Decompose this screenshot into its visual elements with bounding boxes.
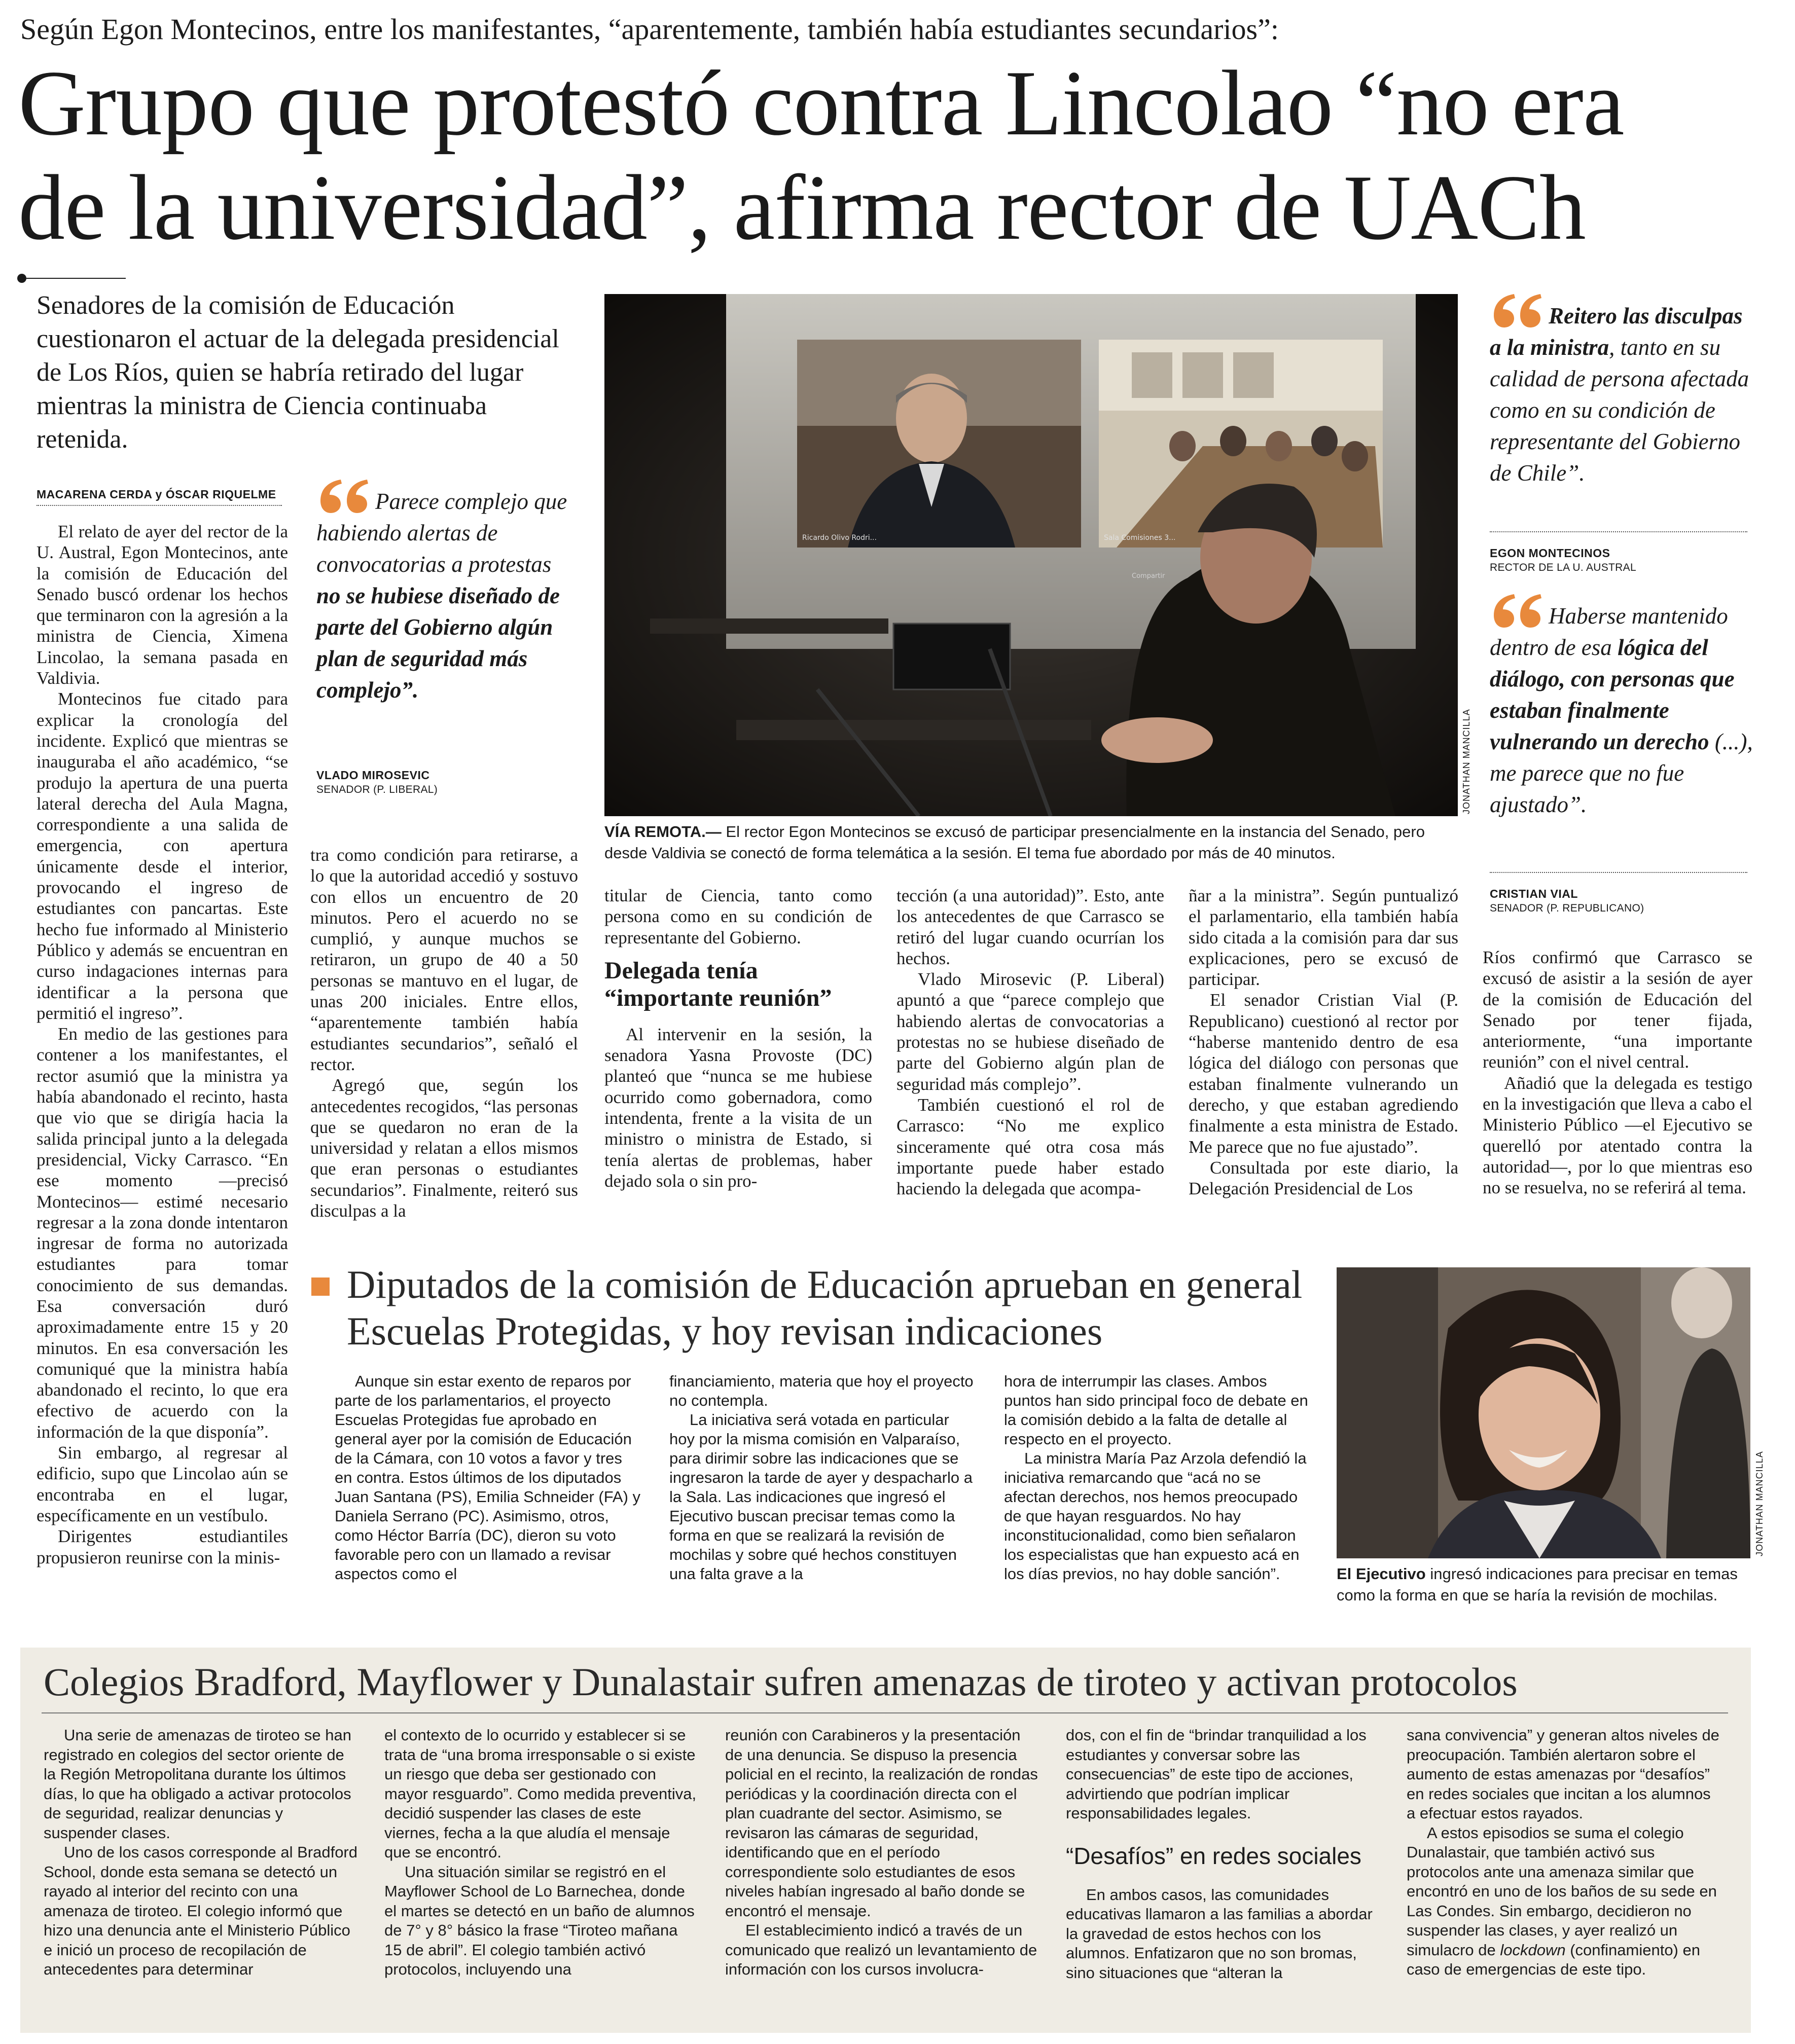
paragraph: el contexto de lo ocurrido y establecer si se trata de “una broma irresponsable o si existe un riesgo que deba ser gestionado con mayor resguardo”. Como medida preventiva, decidió suspender las clases de este viernes, fecha a la que aludía el mensaje que se encontró. [384, 1726, 697, 1861]
quote-author: VLADO MIROSEVIC [316, 769, 430, 782]
quote-text-bold: no se hubiese diseñado de parte del Gobierno algún plan de seguridad más complejo”. [316, 583, 560, 703]
photo-credit: JONATHAN MANCILLA [1754, 1451, 1765, 1556]
quote-author-role: SENADOR (P. REPUBLICANO) [1490, 902, 1644, 914]
section2-column-1 [335, 1372, 643, 1584]
paragraph: En ambos casos, las comunidades educativas llamaron a las familias a abordar la gravedad de estos hechos con los alumnos. Enfatizaron que no son bromas, sino situaciones que “alteran la [1066, 1885, 1373, 1982]
paragraph: Uno de los casos corresponde al Bradford School, donde esta semana se detectó un rayado al interior del recinto con una amenaza de tiroteo. El colegio informó que hizo una denuncia ante el Ministerio Público e inició un proceso de recopilación de antecedentes para determinar [44, 1843, 357, 1978]
screen-label-left: Ricardo Olivo Rodri... [802, 534, 877, 542]
quote-mark-icon [1490, 293, 1546, 327]
box-column-2 [384, 1726, 699, 1980]
quote-rule [1490, 872, 1747, 873]
quote-mark-icon [316, 479, 372, 513]
quote-rule [1490, 531, 1747, 532]
quote-author: EGON MONTECINOS [1490, 546, 1610, 560]
photo-caption [604, 821, 1446, 864]
paragraph: ñar a la ministra”. Según puntualizó el parlamentario, ella también había sido citada a la comisión para dar sus explicaciones, pero se excusó de participar. [1189, 886, 1458, 990]
paragraph: reunión con Carabineros y la presentación de una denuncia. Se dispuso la presencia policial en el recinto, la realización de rondas periódicas y la coordinación directa con el plan cuadrante del sector. Asimismo, se revisaron las cámaras de seguridad, identificando que en el período correspondiente solo estudiantes de esos niveles habían ingresado al baño donde se encontró el mensaje. [725, 1726, 1038, 1920]
paragraph-emphasis: lockdown [1500, 1941, 1566, 1959]
box-title-rule [42, 1712, 1728, 1713]
paragraph: tección (a una autoridad)”. Esto, ante los antecedentes de que Carrasco se retiró del lugar cuando ocurrían los hechos. [896, 886, 1164, 968]
paragraph: Agregó que, según los antecedentes recogidos, “las personas que se quedaron no eran de la universidad y relatan a ellos mismos que eran personas o estudiantes secundarios”. Finalmente, reiteró sus disculpas a la [310, 1075, 578, 1221]
paragraph: El relato de ayer del rector de la U. Austral, Egon Montecinos, ante la comisión de Educación del Senado buscó ordenar los hechos que terminaron con la agresión a la ministra de Ciencia, Ximena Lincolao, la semana pasada en Valdivia. [37, 522, 288, 688]
paragraph: La iniciativa será votada en particular hoy por la misma comisión en Valparaíso, para dirimir sobre las indicaciones que se ingresaron la tarde de ayer y despacharlo a la Sala. Las indicaciones que ingresó el Ejecutivo buscan precisar temas como la forma en que se realizará la revisión de mochilas y sobre qué hechos constituyen una falta grave a la [669, 1411, 973, 1583]
caption-lead: VÍA REMOTA.— [604, 823, 722, 841]
caption-text: El rector Egon Montecinos se excusó de participar presencialmente en la instancia del Senado, pero desde Valdivia se conectó de forma telemática a la sesión. El tema fue abordado por más de 40 minutos. [604, 823, 1425, 862]
paragraph: También cuestionó el rol de Carrasco: “No me explico sinceramente qué otra cosa más importante puede haber estado haciendo la delegada que acompa- [896, 1094, 1164, 1199]
box-column-4 [1066, 1726, 1380, 1983]
byline-rule [37, 505, 282, 506]
paragraph: Al intervenir en la sesión, la senadora Yasna Provoste (DC) planteó que “nunca se me hubiese ocurrido como gobernadora, como intendenta, frente a la visita de un ministro o ministra de Estado, si tenía alertas de problemas, haber dejado sola o sin pro- [604, 1024, 872, 1191]
quote-text: , tanto en su calidad de persona afectada como en su condición de representante del Gobierno de Chile”. [1490, 335, 1749, 486]
article-column-4 [896, 885, 1164, 1199]
paragraph: Dirigentes estudiantiles propusieron reunirse con la minis- [37, 1526, 288, 1567]
section2-column-2 [669, 1372, 978, 1584]
paragraph-text: (confinamiento) en caso de emergencias de este tipo. [1407, 1941, 1700, 1978]
headline: Grupo que protestó contra Lincolao “no era de la universidad”, afirma rector de UACh [18, 51, 1624, 259]
box-column-1 [44, 1726, 358, 1980]
quote-author: CRISTIAN VIAL [1490, 887, 1578, 900]
photo-minister [1337, 1267, 1750, 1558]
paragraph: Una serie de amenazas de tiroteo se han registrado en colegios del sector oriente de la Región Metropolitana durante los últimos días, lo que ha obligado a activar protocolos de seguridad, realizar denuncias y suspender clases. [44, 1726, 351, 1842]
paragraph: El senador Cristian Vial (P. Republicano) cuestionó al rector por “haberse mantenido dentro de esa lógica del diálogo con personas que estaban finalmente vulnerando un derecho, y que estaban agrediendo finalmente a esta ministra de Estado. Me parece que no fue ajustado”. [1189, 990, 1458, 1157]
paragraph: El establecimiento indicó a través de un comunicado que realizó un levantamiento de información con los cursos involucra- [725, 1921, 1037, 1978]
article-column-2 [310, 845, 578, 1221]
bajada: Senadores de la comisión de Educación cuestionaron el actuar de la delegada presidencial de Los Ríos, quien se habría retirado del lugar mientras la ministra de Ciencia continuaba retenida. [37, 291, 559, 454]
paragraph: financiamiento, materia que hoy el proyecto no contempla. [669, 1372, 974, 1409]
paragraph-text: A estos episodios se suma el colegio Dunalastair, que también activó sus protocolos ante una amenaza similar que encontró en uno de los baños de su sede en Las Condes. Sin embargo, decidieron no suspender las clases, y ayer realizó un simulacro de [1407, 1823, 1717, 1959]
kicker: Según Egon Montecinos, entre los manifestantes, “aparentemente, también había estudiantes secundarios”: [20, 13, 1279, 46]
section-title: Diputados de la comisión de Educación aprueban en general Escuelas Protegidas, y hoy revisan indicaciones [347, 1262, 1303, 1353]
paragraph: tra como condición para retirarse, a lo que la autoridad accedió y sostuvo con ellos un encuentro de 20 minutos. Pero el acuerdo no se cumplió, y aunque muchos se retiraron, un grupo de 40 a 50 personas se mantuvo en el lugar, de unas 200 iniciales. Entre ellos, “aparentemente también había estudiantes secundarios”, señaló el rector. [310, 845, 578, 1074]
caption-text: ingresó indicaciones para precisar en temas como la forma en que se haría la revisión de mochilas. [1337, 1565, 1738, 1604]
article-column-1 [37, 521, 288, 1568]
pull-quote-montecinos [1490, 293, 1758, 489]
paragraph: hora de interrumpir las clases. Ambos puntos han sido principal foco de debate en la comisión debido a la falta de detalle al respecto en el proyecto. [1004, 1372, 1308, 1448]
quote-text-bold: Reitero las disculpas a la ministra [1490, 303, 1743, 360]
article-column-5 [1189, 885, 1458, 1199]
paragraph: Sin embargo, al regresar al edificio, supo que Lincolao aún se encontraba en el lugar, específicamente en un vestíbulo. [37, 1443, 288, 1525]
screen-label-right: Sala Comisiones 3... [1104, 534, 1176, 542]
article-column-3 [604, 885, 872, 1191]
photo-remote-session [604, 294, 1458, 816]
headline-rule [26, 278, 126, 279]
quote-text-bold: lógica del diálogo, con personas que estaban finalmente vulnerando un derecho [1490, 635, 1735, 754]
subheading: Delegada tenía “importante reunión” [604, 957, 832, 1011]
quote-mark-icon [1490, 593, 1546, 628]
quote-author-role: SENADOR (P. LIBERAL) [316, 784, 438, 795]
box-column-5 [1407, 1726, 1721, 1980]
screen-control-label: Compartir [1132, 572, 1165, 580]
article-column-6 [1483, 947, 1752, 1198]
paragraph: Montecinos fue citado para explicar la cronología del incidente. Explicó que mientras se inauguraba el año académico, “se produjo la apertura de una puerta lateral derecha del Aula Magna, correspondiente a una salida de emergencia, con apertura únicamente desde el interior, provocando el ingreso de estudiantes con pancartas. Este hecho fue informado al Ministerio Público y además se encuentran en curso indagaciones internas para identificar a la persona que permitió el ingreso”. [37, 689, 288, 1023]
paragraph: Consultada por este diario, la Delegación Presidencial de Los [1189, 1157, 1458, 1199]
paragraph: En medio de las gestiones para contener a los manifestantes, el rector asumió que la ministra ya había abandonado el recinto, hasta que vio que se dirigía hacia la salida principal junto a la delegada presidencial, Vicky Carrasco. “En ese momento —precisó Montecinos— estimé necesario regresar a la zona donde intentaron ingresar de forma no autorizada estudiantes para tomar conocimiento de sus demandas. Esa conversación duró aproximadamente entre 15 y 20 minutos. En esa conversación les comuniqué que la ministra había abandonado el recinto, lo que era efectivo de acuerdo con la información de la que disponía”. [37, 1024, 288, 1442]
quote-text: (...), me parece que no fue ajustado”. [1490, 729, 1753, 817]
quote-text: Haberse mantenido dentro de esa [1490, 603, 1728, 660]
box-title: Colegios Bradford, Mayflower y Dunalastair sufren amenazas de tiroteo y activan protocolos [44, 1660, 1518, 1704]
paragraph: Una situación similar se registró en el Mayflower School de Lo Barnechea, donde el martes se detectó en un baño de alumnos de 7° y 8° básico la frase “Tiroteo mañana 15 de abril”. El colegio también activó protocolos, incluyendo una [384, 1863, 695, 1978]
paragraph: Ríos confirmó que Carrasco se excusó de asistir a la sesión de ayer de la comisión de Educación del Senado por tener fijada, anteriormente, “una importante reunión” con el nivel central. [1483, 947, 1752, 1072]
photo-minister-image [1337, 1267, 1750, 1558]
photo-remote-session-image [604, 294, 1458, 816]
pull-quote-mirosevic [316, 479, 580, 706]
paragraph: dos, con el fin de “brindar tranquilidad a los estudiantes y conversar sobre las consecuencias” de este tipo de acciones, advirtiendo que podrían implicar responsabilidades legales. [1066, 1726, 1367, 1822]
section-marker-icon [311, 1278, 330, 1296]
subheading: “Desafíos” en redes sociales [1066, 1842, 1361, 1869]
photo-credit: JONATHAN MANCILLA [1461, 709, 1471, 814]
caption-lead: El Ejecutivo [1337, 1565, 1426, 1583]
paragraph: Aunque sin estar exento de reparos por parte de los parlamentarios, el proyecto Escuelas Protegidas fue aprobado en general ayer por la comisión de Educación de la Cámara, con 10 votos a favor y tres en contra. Estos últimos de los diputados Juan Santana (PS), Emilia Schneider (FA) y Daniela Serrano (PC). Asimismo, otros, como Héctor Barría (DC), dieron su voto favorable pero con un llamado a revisar aspectos como el [335, 1372, 641, 1583]
box-column-3 [725, 1726, 1039, 1980]
quote-author-role: RECTOR DE LA U. AUSTRAL [1490, 562, 1636, 573]
byline: MACARENA CERDA y ÓSCAR RIQUELME [37, 488, 276, 501]
paragraph: titular de Ciencia, tanto como persona como en su condición de representante del Gobierno. [604, 886, 872, 947]
paragraph: sana convivencia” y generan altos niveles de preocupación. También alertaron sobre el aumento de estas amenazas por “desafíos” en redes sociales que incitan a los alumnos a efectuar estos rayados. [1407, 1726, 1719, 1822]
section2-column-3 [1004, 1372, 1315, 1584]
headline-bullet [17, 274, 26, 283]
photo-caption [1337, 1563, 1757, 1606]
paragraph: La ministra María Paz Arzola defendió la iniciativa remarcando que “acá no se afectan derechos, nos hemos preocupado de que hayan resguardos. No hay inconstitucionalidad, como bien señalaron los especialistas que han expuesto acá en los días previos, no hay doble sanción”. [1004, 1449, 1307, 1583]
paragraph [1407, 1823, 1721, 1980]
pull-quote-vial [1490, 593, 1753, 820]
paragraph: Añadió que la delegada es testigo en la investigación que lleva a cabo el Ministerio Público —el Ejecutivo se querelló por atentado contra la autoridad—, por lo que mientras eso no se resuelva, no se referirá al tema. [1483, 1073, 1752, 1198]
paragraph: Vlado Mirosevic (P. Liberal) apuntó a que “parece complejo que habiendo alertas de convocatorias a protestas no se hubiese diseñado de parte del Gobierno algún plan de seguridad más complejo”. [896, 969, 1164, 1094]
quote-text: Parece complejo que habiendo alertas de convocatorias a protestas [316, 489, 567, 577]
